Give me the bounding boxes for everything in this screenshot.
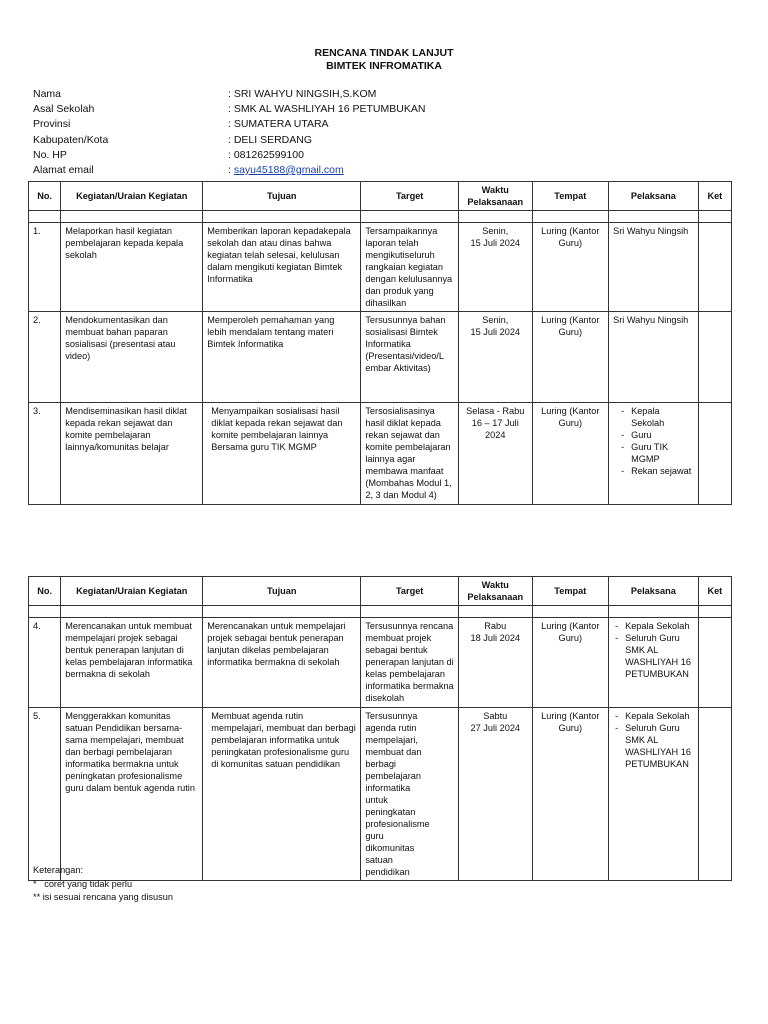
col-header-no: No. xyxy=(29,577,61,606)
col-header-pelaksana: Pelaksana xyxy=(609,182,699,211)
col-header-kegiatan: Kegiatan/Uraian Kegiatan xyxy=(61,182,203,211)
cell-tujuan: Memberikan laporan kepadakepala sekolah dan atau dinas bahwa kegiatan telah selesai, kelulusan dalam mengikuti kegiatan Bimtek Informatika xyxy=(203,223,361,312)
cell-target: Tersusunnya rencana membuat projek sebagai bentuk penerapan lanjutan di kelas pembelajaran informatika bermakna disekolah xyxy=(361,618,459,708)
col-header-tempat: Tempat xyxy=(532,577,609,606)
col-header-ket: Ket xyxy=(698,577,731,606)
table-row xyxy=(29,403,732,505)
cell-ket xyxy=(698,403,731,505)
col-header-waktu-line1: Waktu xyxy=(481,580,509,590)
cell-tempat: Luring (Kantor Guru) xyxy=(532,403,609,505)
cell-target: Tersampaikannya laporan telah mengikutiseluruh rangkaian kegiatan dengan kelulusannya dan produk yang dihasilkan xyxy=(361,223,459,312)
waktu-date: 27 Juli 2024 xyxy=(470,723,521,733)
email-colon: : xyxy=(228,163,234,176)
cell-tempat: Luring (Kantor Guru) xyxy=(532,618,609,708)
info-label: Nama xyxy=(33,88,62,100)
notes-block xyxy=(33,864,173,905)
table-spacer-row xyxy=(29,211,732,223)
cell-ket xyxy=(698,312,731,403)
email-link[interactable]: sayu45188@gmail.com xyxy=(233,163,344,176)
col-header-no: No. xyxy=(29,182,61,211)
table-spacer-row xyxy=(29,606,732,618)
col-header-ket: Ket xyxy=(698,182,731,211)
cell-kegiatan: Melaporkan hasil kegiatan pembelajaran kepada kepala sekolah xyxy=(61,223,203,312)
activity-table-1 xyxy=(28,181,732,505)
cell-tujuan: Membuat agenda rutin mempelajari, membuat dan berbagi pembelajaran informatika untuk peningkatan profesionalisme guru di komunitas satuan pendidikan xyxy=(203,708,361,881)
list-item: - Kepala Sekolah xyxy=(625,620,694,632)
cell-ket xyxy=(698,223,731,312)
cell-pelaksana: Sri Wahyu Ningsih xyxy=(609,223,699,312)
cell-pelaksana xyxy=(609,708,699,881)
cell-kegiatan: Mendokumentasikan dan membuat bahan paparan sosialisasi (presentasi atau video) xyxy=(61,312,203,403)
info-value xyxy=(228,164,344,176)
document-subtitle: BIMTEK INFROMATIKA xyxy=(326,60,442,72)
waktu-date: 16 – 17 Juli 2024 xyxy=(471,418,519,440)
info-label: Alamat email xyxy=(33,163,94,176)
cell-tujuan: Menyampaikan sosialisasi hasil diklat kepada rekan sejawat dan komite pembelajaran lainnya Bersama guru TIK MGMP xyxy=(203,403,361,505)
cell-waktu xyxy=(459,312,533,403)
col-header-waktu-line2: Pelaksanaan xyxy=(467,197,524,207)
cell-kegiatan: Merencanakan untuk membuat mempelajari projek sebagai bentuk penerapan lanjutan di kelas pembelajaran informatika bermakna di sekolah xyxy=(61,618,203,708)
cell-tujuan: Memperoleh pemahaman yang lebih mendalam tentang materi Bimtek Informatika xyxy=(203,312,361,403)
cell-waktu xyxy=(459,223,533,312)
col-header-tujuan: Tujuan xyxy=(203,182,361,211)
waktu-date: 15 Juli 2024 xyxy=(470,238,521,248)
cell-target: Tersusunnya agenda rutin mempelajari, membuat dan berbagi pembelajaran informatika untuk peningkatan profesionalisme guru dikomunitas satuan pendidikan xyxy=(361,708,459,881)
cell-waktu xyxy=(459,618,533,708)
cell-no: 5. xyxy=(29,708,61,881)
col-header-waktu-line2: Pelaksanaan xyxy=(467,592,524,602)
waktu-date: 15 Juli 2024 xyxy=(470,327,521,337)
col-header-target: Target xyxy=(361,577,459,606)
list-item: - Kepala Sekolah xyxy=(631,405,694,429)
pelaksana-list xyxy=(613,620,694,680)
pelaksana-list xyxy=(613,405,694,477)
col-header-waktu-line1: Waktu xyxy=(481,185,509,195)
table-row xyxy=(29,312,732,403)
table-row xyxy=(29,223,732,312)
waktu-day: Senin, xyxy=(482,315,509,325)
col-header-pelaksana: Pelaksana xyxy=(609,577,699,606)
cell-no: 2. xyxy=(29,312,61,403)
list-item: - Guru TIK MGMP xyxy=(631,441,694,465)
cell-kegiatan: Menggerakkan komunitas satuan Pendidikan bersama-sama mempelajari, membuat dan berbagi pembelajaran informatika bermakna untuk peningkatan profesionalisme guru dalam bentuk agenda rutin xyxy=(61,708,203,881)
info-label: Provinsi xyxy=(33,118,71,131)
note-item: ** isi sesuai rencana yang disusun xyxy=(33,892,173,902)
table-row xyxy=(29,708,732,881)
activity-table-2 xyxy=(28,576,732,881)
col-header-tempat: Tempat xyxy=(532,182,609,211)
waktu-day: Rabu xyxy=(484,621,507,631)
cell-tujuan: Merencanakan untuk mempelajari projek sebagai bentuk penerapan lanjutan dikelas pembelajaran informatika bermakna di sekolah xyxy=(203,618,361,708)
cell-pelaksana xyxy=(609,618,699,708)
cell-no: 3. xyxy=(29,403,61,505)
info-label: Asal Sekolah xyxy=(33,103,95,116)
info-value: : SMK AL WASHLIYAH 16 PETUMBUKAN xyxy=(228,103,426,116)
cell-pelaksana: Sri Wahyu Ningsih xyxy=(609,312,699,403)
cell-ket xyxy=(698,618,731,708)
cell-no: 1. xyxy=(29,223,61,312)
cell-tempat: Luring (Kantor Guru) xyxy=(532,223,609,312)
table-header-row xyxy=(29,182,732,211)
notes-heading: Keterangan: xyxy=(33,865,84,875)
cell-waktu xyxy=(459,708,533,881)
col-header-waktu xyxy=(459,577,533,606)
col-header-kegiatan: Kegiatan/Uraian Kegiatan xyxy=(61,577,203,606)
waktu-day: Sabtu xyxy=(483,711,508,721)
list-item: - Kepala Sekolah xyxy=(625,710,694,722)
info-label: Kabupaten/Kota xyxy=(33,133,109,146)
info-value: : 081262599100 xyxy=(228,148,304,161)
table-row xyxy=(29,618,732,708)
cell-waktu xyxy=(459,403,533,505)
cell-tempat: Luring (Kantor Guru) xyxy=(532,312,609,403)
info-value: : DELI SERDANG xyxy=(228,133,313,146)
note-item: * coret yang tidak perlu xyxy=(33,878,133,889)
cell-target: Tersosialisasinya hasil diklat kepada rekan sejawat dan komite pembelajaran lainnya agar membawa manfaat (Mombahas Modul 1, 2, 3 dan Modul 4) xyxy=(361,403,459,505)
list-item: - Rekan sejawat xyxy=(631,465,694,477)
cell-kegiatan: Mendiseminasikan hasil diklat kepada rekan sejawat dan komite pembelajaran lainnya/komunitas belajar xyxy=(61,403,203,505)
cell-target: Tersusunnya bahan sosialisasi Bimtek Informatika (Presentasi/video/L embar Aktivitas) xyxy=(361,312,459,403)
info-value: : SUMATERA UTARA xyxy=(228,118,329,131)
waktu-date: 18 Juli 2024 xyxy=(470,633,521,643)
document-title: RENCANA TINDAK LANJUT xyxy=(314,47,454,59)
col-header-target: Target xyxy=(361,182,459,211)
waktu-day: Senin, xyxy=(482,226,509,236)
col-header-tujuan: Tujuan xyxy=(203,577,361,606)
col-header-waktu xyxy=(459,182,533,211)
info-value: : SRI WAHYU NINGSIH,S.KOM xyxy=(228,88,377,100)
list-item: - Seluruh Guru SMK AL WASHLIYAH 16 PETUMBUKAN xyxy=(625,722,694,770)
cell-ket xyxy=(698,708,731,881)
pelaksana-list xyxy=(613,710,694,770)
list-item: - Seluruh Guru SMK AL WASHLIYAH 16 PETUMBUKAN xyxy=(625,632,694,680)
cell-pelaksana xyxy=(609,403,699,505)
table-header-row xyxy=(29,577,732,606)
info-label: No. HP xyxy=(33,148,67,161)
cell-tempat: Luring (Kantor Guru) xyxy=(532,708,609,881)
waktu-day: Selasa - Rabu xyxy=(466,406,525,416)
list-item: - Guru xyxy=(631,429,694,441)
cell-no: 4. xyxy=(29,618,61,708)
